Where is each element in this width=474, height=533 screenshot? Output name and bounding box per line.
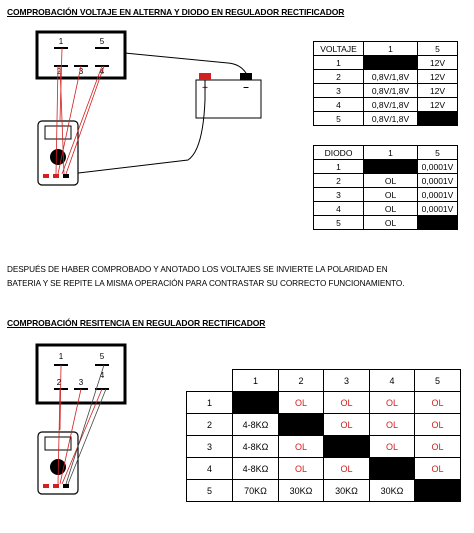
instructions-line-2: BATERIA Y SE REPITE LA MISMA OPERACIÓN PARA CONTRASTAR SU CORRECTO FUNCIONAMIENTO. <box>7 279 405 288</box>
diodo-row <box>314 202 458 216</box>
voltaje-row-label: 4 <box>314 98 364 112</box>
diodo-cell: 0,0001V <box>418 160 458 174</box>
resistencia-cell: OL <box>279 458 324 480</box>
battery <box>196 73 261 118</box>
diodo-row-label: 2 <box>314 174 364 188</box>
wire-battery-positive <box>70 80 205 174</box>
voltaje-cell: 12V <box>418 84 458 98</box>
battery-positive-terminal <box>199 73 211 80</box>
resistencia-row <box>187 458 461 480</box>
multimeter <box>38 121 78 185</box>
voltaje-cell: 0,8V/1,8V <box>364 84 418 98</box>
diodo-cell: 0,0001V <box>418 188 458 202</box>
diodo-row-label: 1 <box>314 160 364 174</box>
diodo-cell-blocked <box>418 216 458 230</box>
resistencia-row <box>187 436 461 458</box>
resistencia-header-row <box>187 370 461 392</box>
voltaje-cell-blocked <box>364 56 418 70</box>
resistencia-header-cell: 5 <box>415 370 461 392</box>
diodo-cell: OL <box>364 174 418 188</box>
resistencia-header-cell: 4 <box>370 370 415 392</box>
resistencia-cell-blocked <box>370 458 415 480</box>
voltaje-row-label: 5 <box>314 112 364 126</box>
voltaje-row <box>314 112 458 126</box>
diodo-header-cell: 5 <box>418 146 458 160</box>
resistencia-row-label: 5 <box>187 480 233 502</box>
resistencia-cell: 4-8KΩ <box>233 436 279 458</box>
resistencia-cell: 30KΩ <box>370 480 415 502</box>
resistencia-cell-blocked <box>279 414 324 436</box>
voltaje-header-row <box>314 42 458 56</box>
voltaje-row <box>314 98 458 112</box>
resistencia-cell: OL <box>415 458 461 480</box>
diodo-header-cell: 1 <box>364 146 418 160</box>
resistencia-cell: OL <box>415 392 461 414</box>
diodo-row-label: 3 <box>314 188 364 202</box>
wire-pin5-to-battery-negative <box>125 53 246 73</box>
pin-3-label: 3 <box>78 378 84 387</box>
voltaje-header-cell: 1 <box>364 42 418 56</box>
resistencia-cell: OL <box>370 436 415 458</box>
pin-1-label: 1 <box>58 37 64 46</box>
resistencia-cell: OL <box>279 436 324 458</box>
voltaje-cell: 12V <box>418 56 458 70</box>
resistencia-cell: OL <box>279 392 324 414</box>
diodo-row-label: 5 <box>314 216 364 230</box>
voltage-test-diagram <box>0 20 300 190</box>
diodo-header-row <box>314 146 458 160</box>
diodo-table <box>313 145 458 230</box>
diodo-row <box>314 188 458 202</box>
resistencia-cell-blocked <box>415 480 461 502</box>
resistencia-row-label: 3 <box>187 436 233 458</box>
resistencia-cell: OL <box>415 436 461 458</box>
resistencia-row <box>187 480 461 502</box>
pin-3-label: 3 <box>78 67 84 76</box>
pin-5-label: 5 <box>99 37 105 46</box>
voltaje-header-cell: 5 <box>418 42 458 56</box>
resistencia-row-label: 4 <box>187 458 233 480</box>
resistencia-table <box>186 369 461 502</box>
resistencia-cell: 30KΩ <box>279 480 324 502</box>
voltaje-cell: 0,8V/1,8V <box>364 70 418 84</box>
diodo-cell-blocked <box>364 160 418 174</box>
resistencia-row-label: 2 <box>187 414 233 436</box>
pin-2-label: 2 <box>56 67 62 76</box>
diodo-row <box>314 216 458 230</box>
diodo-row-label: 4 <box>314 202 364 216</box>
battery-plus-sign: + <box>202 83 208 94</box>
resistance-test-diagram <box>0 340 180 500</box>
pin-4-label: 4 <box>99 67 105 76</box>
resistencia-cell: 70KΩ <box>233 480 279 502</box>
voltaje-header-cell: VOLTAJE <box>314 42 364 56</box>
voltaje-row-label: 2 <box>314 70 364 84</box>
instructions-line-1: DESPUÉS DE HABER COMPROBADO Y ANOTADO LOS VOLTAJES SE INVIERTE LA POLARIDAD EN <box>7 265 388 274</box>
resistencia-cell-blocked <box>233 392 279 414</box>
voltaje-table <box>313 41 458 126</box>
resistencia-cell: OL <box>324 414 370 436</box>
pin-4-label: 4 <box>99 371 105 380</box>
resistencia-row <box>187 414 461 436</box>
resistencia-cell: 4-8KΩ <box>233 414 279 436</box>
voltaje-cell-blocked <box>418 112 458 126</box>
resistencia-cell: OL <box>415 414 461 436</box>
diodo-header-cell: DIODO <box>314 146 364 160</box>
section2-title: COMPROBACIÓN RESITENCIA EN REGULADOR RECTIFICADOR <box>7 318 266 328</box>
resistencia-cell: OL <box>324 458 370 480</box>
voltaje-row-label: 3 <box>314 84 364 98</box>
voltaje-row <box>314 70 458 84</box>
resistencia-header-cell: 2 <box>279 370 324 392</box>
diodo-cell: OL <box>364 188 418 202</box>
multimeter <box>38 432 78 494</box>
regulator-connector <box>37 345 125 403</box>
resistencia-header-cell: 1 <box>233 370 279 392</box>
multimeter-display <box>45 437 71 450</box>
voltaje-cell: 0,8V/1,8V <box>364 112 418 126</box>
diodo-row <box>314 160 458 174</box>
voltaje-cell: 0,8V/1,8V <box>364 98 418 112</box>
section1-title: COMPROBACIÓN VOLTAJE EN ALTERNA Y DIODO EN REGULADOR RECTIFICADOR <box>7 7 345 17</box>
battery-minus-sign: – <box>243 82 249 93</box>
diodo-cell: OL <box>364 202 418 216</box>
resistencia-row-label: 1 <box>187 392 233 414</box>
voltaje-cell: 12V <box>418 98 458 112</box>
voltaje-row <box>314 84 458 98</box>
resistencia-cell-blocked <box>324 436 370 458</box>
pin-2-label: 2 <box>56 378 62 387</box>
resistencia-cell: OL <box>370 414 415 436</box>
resistencia-cell: OL <box>370 392 415 414</box>
battery-negative-terminal <box>240 73 252 80</box>
resistencia-row <box>187 392 461 414</box>
resistencia-corner-cell <box>187 370 233 392</box>
voltaje-row <box>314 56 458 70</box>
voltaje-row-label: 1 <box>314 56 364 70</box>
diodo-cell: 0,0001V <box>418 202 458 216</box>
resistencia-cell: 4-8KΩ <box>233 458 279 480</box>
pin-5-label: 5 <box>99 352 105 361</box>
diodo-cell: 0,0001V <box>418 174 458 188</box>
diodo-cell: OL <box>364 216 418 230</box>
voltaje-cell: 12V <box>418 70 458 84</box>
resistencia-cell: 30KΩ <box>324 480 370 502</box>
resistencia-header-cell: 3 <box>324 370 370 392</box>
diodo-row <box>314 174 458 188</box>
pin-1-label: 1 <box>58 352 64 361</box>
resistencia-cell: OL <box>324 392 370 414</box>
